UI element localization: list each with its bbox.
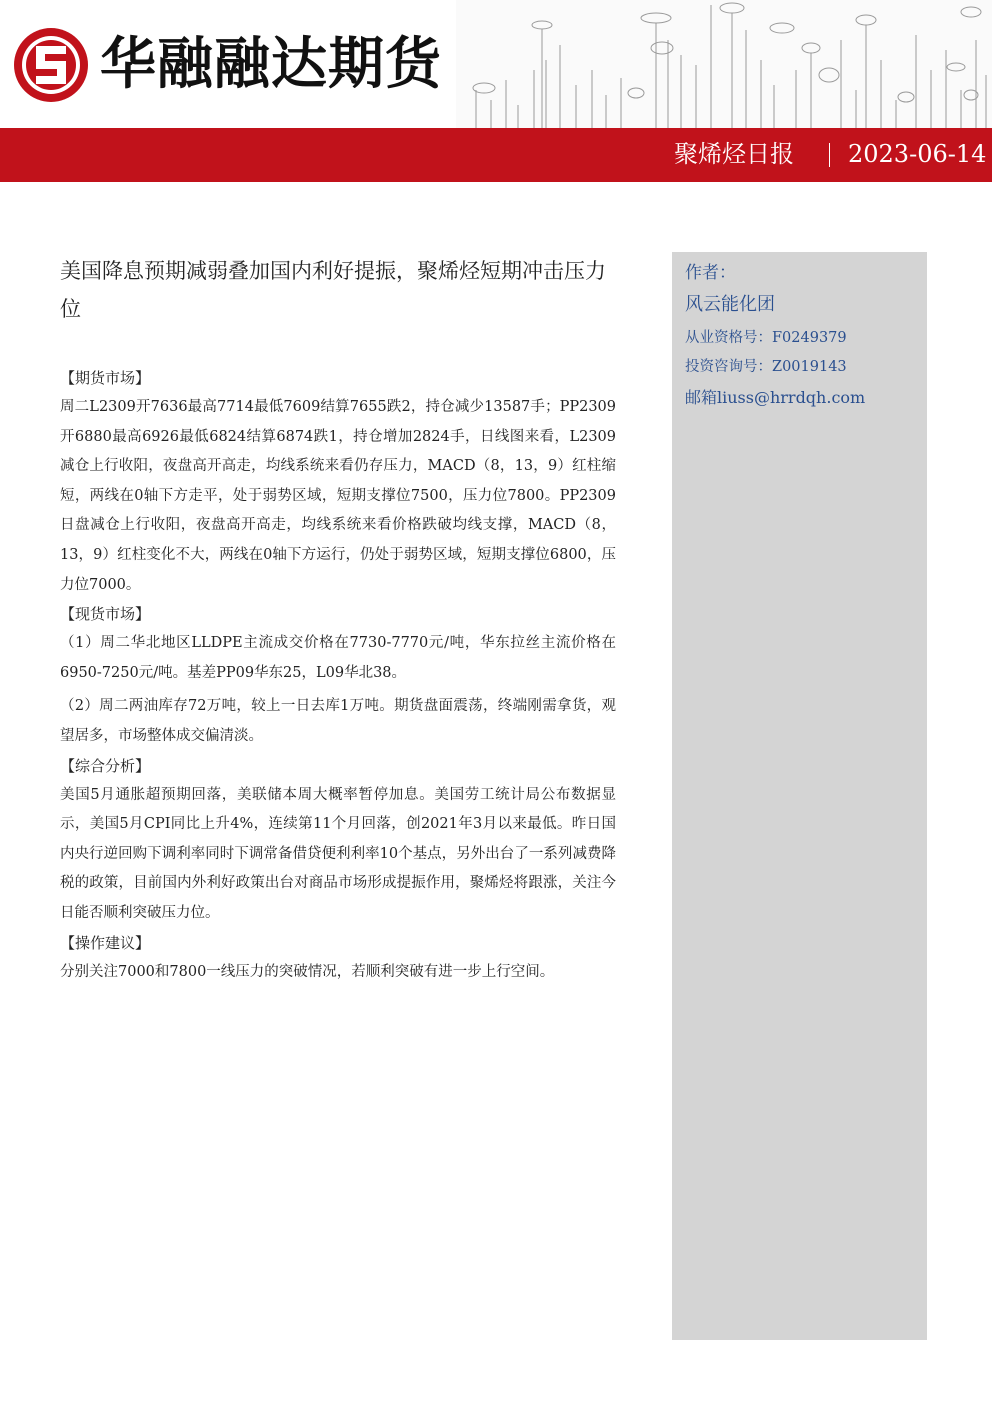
report-date: 2023-06-14 [848, 140, 987, 168]
section-heading-spot: 【现货市场】 [60, 605, 151, 624]
report-title: 聚烯烃日报 [674, 140, 794, 168]
author-sidebar [672, 252, 927, 1340]
qualification-number: 从业资格号：F0249379 [685, 330, 847, 346]
spot-paragraph-2: （2）周二两油库存72万吨，较上一日去库1万吨。期货盘面震荡，终端刚需拿货，观望居多，市场整体成交偏清淡。 [60, 698, 616, 744]
article-body [60, 252, 616, 987]
analysis-paragraph: 美国5月通胀超预期回落，美联储本周大概率暂停加息。美国劳工统计局公布数据显示，美国5月CPI同比上升4%，连续第11个月回落，创2021年3月以来最低。昨日国内央行逆回购下调利率同时下调常备借贷便利利率10个基点，另外出台了一系列减费降税的政策，目前国内外利好政策出台对商品市场形成提振作用，聚烯烃将跟涨，关注今日能否顺利突破压力位。 [60, 786, 616, 921]
section-heading-analysis: 【综合分析】 [60, 756, 151, 775]
article-headline: 美国降息预期减弱叠加国内利好提振，聚烯烃短期冲击压力位 [60, 259, 606, 321]
header-divider [829, 143, 830, 167]
spot-paragraph-1: （1）周二华北地区LLDPE主流成交价格在7730-7770元/吨，华东拉丝主流价格在6950-7250元/吨。基差PP09华东25，L09华北38。 [60, 635, 616, 681]
author-name: 风云能化团 [685, 294, 775, 315]
section-heading-futures: 【期货市场】 [60, 369, 151, 387]
futures-paragraph: 周二L2309开7636最高7714最低7609结算7655跌2，持仓减少13587手；PP2309开6880最高6926最低6824结算6874跌1，持仓增加2824手，日线图来看，L2309减仓上行收阳，夜盘高开高走，均线系统来看仍存压力，MACD（8，13，9）红柱缩短，两线在0轴下方走平，处于弱势区域，短期支撑位7500，压力位7800。PP2309日盘减仓上行收阳，夜盘高开高走，均线系统来看价格跌破均线支撑，MACD（8，13，9）红柱变化不大，两线在0轴下方运行，仍处于弱势区域，短期支撑位6800，压力位7000。 [60, 399, 616, 593]
author-label: 作者： [685, 263, 736, 283]
header-red-band [0, 128, 992, 182]
section-heading-advice: 【操作建议】 [60, 933, 151, 952]
company-logo-icon [12, 26, 90, 104]
author-email[interactable]: 邮箱liuss@hrrdqh.com [685, 388, 866, 407]
company-name: 华融融达期货 [100, 32, 442, 97]
consulting-number: 投资咨询号：Z0019143 [685, 359, 847, 375]
report-header [0, 0, 992, 182]
decorative-lines-graphic [456, 0, 992, 128]
advice-paragraph: 分别关注7000和7800一线压力的突破情况，若顺利突破有进一步上行空间。 [60, 963, 555, 980]
